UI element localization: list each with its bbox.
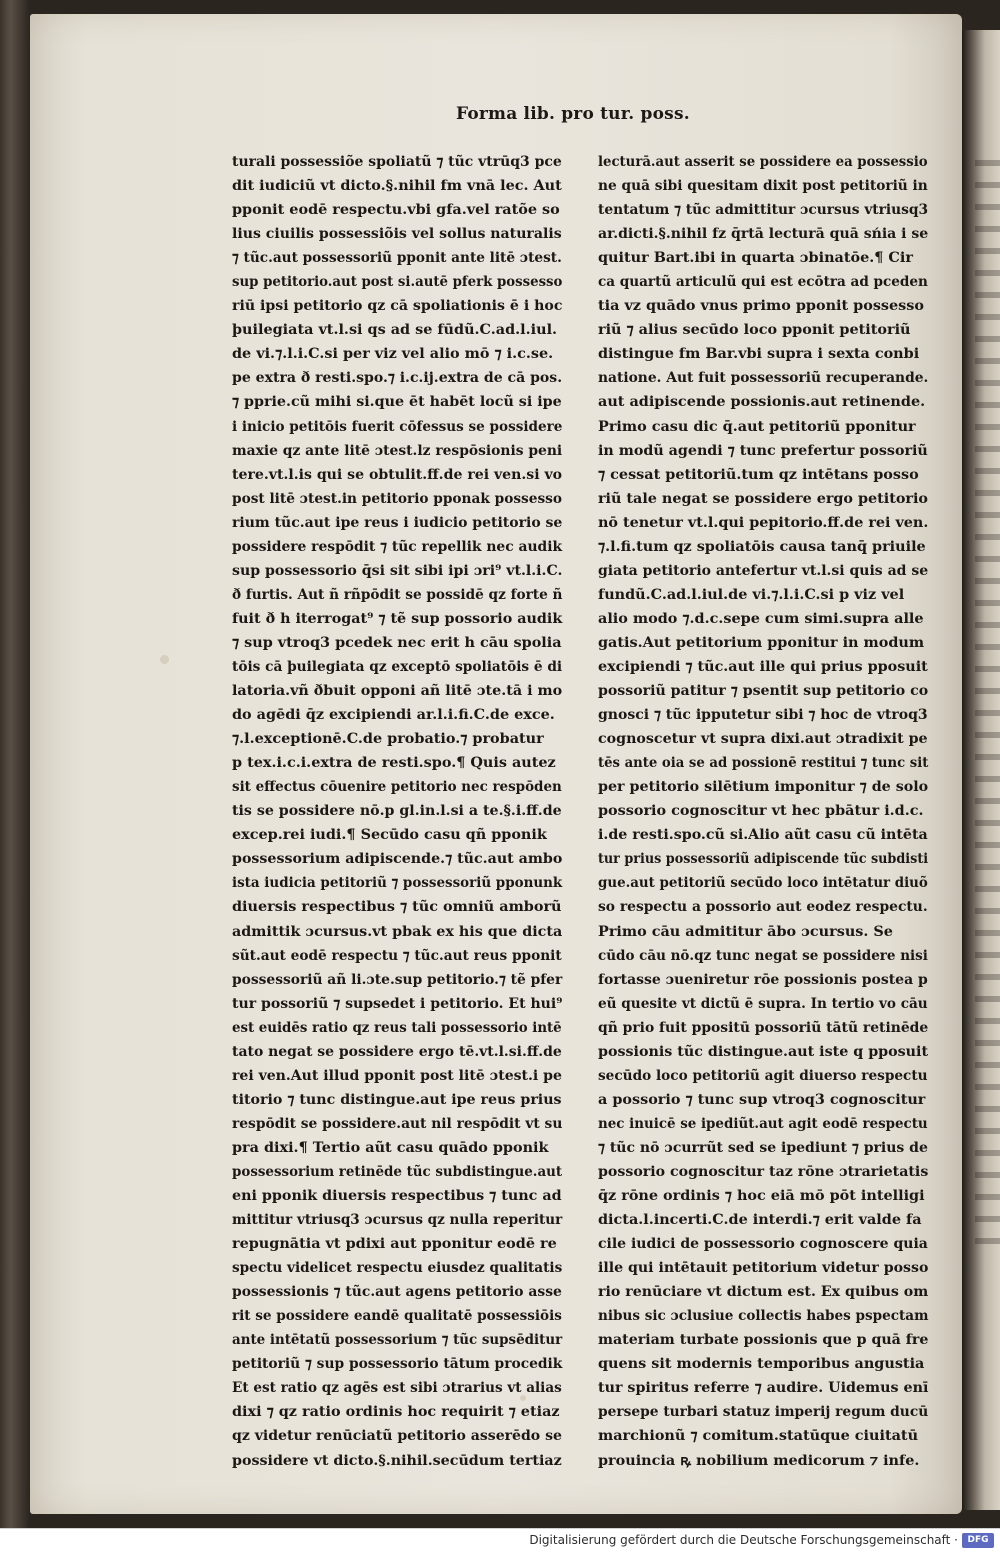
text-line: rium tũc.aut ipe reus i iudicio petitorio se [232,513,563,531]
facing-page-text-fragments [975,160,1000,1260]
text-line: quens sit modernis temporibus angustia [598,1355,925,1373]
text-line: fundũ.C.ad.l.iul.de vi.⁊.l.i.C.si p viz vel [598,585,905,603]
dfg-logo: DFG [962,1533,994,1548]
text-line: nec inuicē se ipediũt.aut agit eodē respectu [598,1114,928,1132]
text-line: pponit eodē respectu.vbi gfa.vel ratõe so [232,201,560,219]
text-line: admittik ɔcursus.vt pbak ex his que dicta [232,922,563,940]
text-line: tēs ante oia se ad possionē restitui ⁊ tunc sit [598,754,929,772]
text-line: possessoriũ añ li.ɔte.sup petitorio.⁊ tẽ pfer [232,970,563,988]
text-line: petitoriũ ⁊ sup possessorio tātum procedik [232,1355,563,1373]
text-line: a possorio ⁊ tunc sup vtroq3 cognoscitur [598,1090,926,1108]
text-line: ⁊ tũc.aut possessoriũ pponit ante litē ɔtest. [232,249,562,267]
text-line: diuersis respectibus ⁊ tũc omniũ amborũ [232,898,562,916]
text-line: lecturā.aut asserit se possidere ea possessio [598,153,928,170]
text-line: qñ prio fuit ppositū possoriũ tātũ retinēde [598,1018,929,1036]
text-line: sup petitorio.aut post si.autē pferk possesso [232,273,563,291]
text-line: possoriũ patitur ⁊ psentit sup petitorio co [598,682,929,700]
text-line: secūdo loco petitoriũ agit diuerso respectu [598,1066,928,1084]
text-line: rio renūciare vt dictum est. Ex quibus om [598,1283,929,1301]
text-line: rit se possidere eandē qualitatē possessiōis [232,1307,562,1325]
text-line: repugnātia vt pdixi aut pponitur eodē re [232,1235,557,1253]
text-line: post litē ɔtest.in petitorio pponak possesso [232,489,562,507]
text-line: dit iudiciũ vt dicto.§.nihil fm vnā lec. Aut [232,177,562,195]
text-line: fuit ð h iterrogat⁹ ⁊ tẽ sup possorio audik [232,609,563,627]
text-line: alio modo ⁊.d.c.sepe cum simi.supra alle [598,609,924,627]
text-line: sup possessorio q̄si sit sibi ipi ɔri⁹ vt.l.i.C. [232,561,563,579]
text-line: pra dixi.¶ Tertio aũt casu quādo pponik [232,1138,549,1156]
text-line: tia vz quādo vnus primo pponit possesso [598,297,924,315]
text-line: ⁊ cessat petitoriũ.tum qz intētans posso [598,465,919,483]
text-line: materiam turbate possionis que p quā fre [598,1331,929,1349]
text-line: þuilegiata vt.l.si qs ad se fūdũ.C.ad.l.iul. [232,321,558,339]
text-line: eũ quesite vt dictũ ē supra. In tertio vo cāu [598,994,928,1012]
text-line: possorio cognoscitur vt hec pbātur i.d.c. [598,802,924,820]
text-line: aut adipiscende possionis.aut retinende. [598,393,926,411]
text-line: quitur Bart.ibi in quarta ɔbinatōe.¶ Cir [598,249,913,267]
text-line: tere.vt.l.is qui se obtulit.ff.de rei ven.si vo [232,465,563,483]
book-edge-left [0,0,30,1528]
text-line: so respectu a possorio aut eodez respectu. [598,898,928,916]
text-line: cūdo cāu nō.qz tunc negat se possidere nisi [598,946,928,964]
text-line: q̄z rōne ordinis ⁊ hoc eiā mō pōt intelligi [598,1187,925,1205]
text-line: possessorium retinēde tũc subdistingue.aut [232,1162,563,1180]
text-line: eni pponik diuersis respectibus ⁊ tunc ad [232,1187,562,1205]
text-line: ⁊.l.fi.tum qz spoliatōis causa tanq̄ priuile [598,537,926,555]
text-line: ð furtis. Aut ñ rñpōdit se possidē qz forte ñ [232,585,563,603]
text-line: tur spiritus referre ⁊ audire. Uidemus enī [598,1379,929,1397]
text-line: i.de resti.spo.cũ si.Alio aũt casu cũ intēta [598,826,928,844]
text-line: gnosci ⁊ tũc ipputetur sibi ⁊ hoc de vtroq3 [598,706,928,724]
page-stain [160,655,169,664]
text-line: giata petitorio antefertur vt.l.si quis ad se [598,561,929,579]
text-line: ⁊ pprie.cũ mihi si.que ēt habēt locũ si ipe [232,393,562,411]
text-line: sũt.aut eodē respectu ⁊ tũc.aut reus pponit [232,946,562,964]
text-line: latoria.vñ ðbuit opponi añ litē ɔte.tā i mo [232,682,563,700]
text-line: p tex.i.c.i.extra de resti.spo.¶ Quis autez [232,754,556,772]
text-line: ante intētatũ possessorium ⁊ tũc supsēditur [232,1331,563,1349]
text-line: sit effectus cōuenire petitorio nec respōden [232,778,562,796]
text-line: tur prius possessoriũ adipiscende tũc subdisti [598,850,929,868]
text-line: cile iudici de possessorio cognoscere quia [598,1235,928,1253]
text-line: tis se possidere nō.p gl.in.l.si a te.§.i.ff.de [232,802,562,820]
text-line: Primo casu dic q̄.aut petitoriũ pponitur [598,417,916,435]
text-line: dicta.l.incerti.C.de interdi.⁊ erit valde fa [598,1211,922,1229]
text-line: ar.dicti.§.nihil fz q̄rtā lecturā quā sńia i se [598,225,929,243]
text-line: possionis tũc distingue.aut iste q pposuit [598,1042,929,1060]
funding-credit: Digitalisierung gefördert durch die Deutsche Forschungsgemeinschaft · [529,1533,958,1547]
text-line: distingue fm Bar.vbi supra i sexta conbi [598,345,920,363]
text-line: fortasse ɔueniretur rōe possionis postea p [598,970,928,988]
text-line: ista iudicia petitoriũ ⁊ possessoriũ pponunk [232,874,563,892]
text-line: gatis.Aut petitorium pponitur in modum [598,633,925,651]
text-line: ca quartũ articulũ qui est ecōtra ad pceden [598,273,928,291]
text-line: turali possessiõe spoliatũ ⁊ tũc vtrūq3 pce [232,153,562,170]
text-line: excep.rei iudi.¶ Secūdo casu qñ pponik [232,826,547,844]
text-line: tato negat se possidere ergo tē.vt.l.si.ff.de [232,1042,562,1060]
text-line: marchionũ ⁊ comitum.statūque ciuitatū [598,1427,919,1445]
text-line: possidere vt dicto.§.nihil.secūdum tertiaz [232,1451,562,1469]
text-column-left [232,150,562,1473]
text-line: ne quā sibi quesitam dixit post petitoriũ in [598,177,928,195]
text-line: qz videtur renūciatũ petitorio asserēdo se [232,1427,562,1445]
text-line: possessorium adipiscende.⁊ tũc.aut ambo [232,850,563,868]
text-line: i inicio petitōis fuerit cōfessus se possidere [232,417,563,435]
text-line: ⁊ tũc nō ɔcurrũt sed se ipediunt ⁊ prius de [598,1138,928,1156]
text-line: rei ven.Aut illud pponit post litē ɔtest.i pe [232,1066,562,1084]
text-line: spectu videlicet respectu eiusdez qualitatis [232,1259,563,1277]
text-line: persepe turbari statuz imperij regum ducū [598,1403,929,1421]
text-line: titorio ⁊ tunc distingue.aut ipe reus prius [232,1090,562,1108]
text-line: nibus sic ɔclusiue collectis habes pspectam [598,1307,929,1325]
text-line: ⁊.l.exceptionē.C.de probatio.⁊ probatur [232,730,544,748]
text-line: mittitur vtriusq3 ɔcursus qz nulla reperitur [232,1211,563,1229]
text-line: de vi.⁊.l.i.C.si per viz vel alio mō ⁊ i.c.se. [232,345,554,363]
text-line: nō tenetur vt.l.qui pepitorio.ff.de rei ven. [598,513,929,531]
text-line: natione. Aut fuit possessoriũ recuperande. [598,369,929,387]
text-line: in modũ agendi ⁊ tunc prefertur possoriũ [598,441,928,459]
text-line: per petitorio silētium imponitur ⁊ de solo [598,778,929,796]
text-line: pe extra ð resti.spo.⁊ i.c.ij.extra de cā pos. [232,369,563,387]
text-column-right [598,150,928,1473]
text-line: riū ipsi petitorio qz cā spoliationis ē i hoc [232,297,563,315]
text-line: tentatum ⁊ tũc admittitur ɔcursus vtriusq3 [598,201,929,219]
running-head: Forma lib. pro tur. poss. [456,104,690,124]
text-line: lius ciuilis possessiõis vel sollus naturalis [232,225,562,243]
text-line: ⁊ sup vtroq3 pcedek nec erit h cāu spolia [232,633,562,651]
text-line: possorio cognoscitur taz rōne ɔtrarietatis [598,1162,929,1180]
text-line: gue.aut petitoriũ secūdo loco intētatur diuõ [598,874,928,892]
text-line: possidere respōdit ⁊ tũc repellik nec audik [232,537,563,555]
text-line: cognoscetur vt supra dixi.aut ɔtradixit pe [598,730,928,748]
text-line: dixi ⁊ qz ratio ordinis hoc requirit ⁊ etiaz [232,1403,560,1421]
text-line: possessionis ⁊ tũc.aut agens petitorio asse [232,1283,562,1301]
text-line: tur possoriũ ⁊ supsedet i petitorio. Et hui⁹ [232,994,563,1012]
text-line: excipiendi ⁊ tũc.aut ille qui prius pposuit [598,657,928,675]
footer-bar [0,1528,1000,1552]
text-line: Et est ratio qz agēs est sibi ɔtrarius vt alias [232,1379,562,1397]
text-line: respōdit se possidere.aut nil respōdit vt su [232,1114,563,1132]
text-line: riũ tale negat se possidere ergo petitorio [598,489,928,507]
text-line: ille qui intētauit petitorium videtur posso [598,1259,929,1277]
text-line: tōis cā þuilegiata qz exceptō spoliatōis ē di [232,657,563,675]
text-line: maxie qz ante litē ɔtest.lz respōsionis peni [232,441,563,459]
text-line: prouincia ꝶ nobilium medicorum ⁊ infe. [598,1451,920,1469]
text-line: do agēdi q̄z excipiendi ar.l.i.fi.C.de exce. [232,706,555,724]
text-line: riũ ⁊ alius secūdo loco pponit petitoriũ [598,321,911,339]
text-line: Primo cāu admititur ābo ɔcursus. Se [598,922,893,940]
text-line: est euidēs ratio qz reus tali possessorio intē [232,1018,562,1036]
